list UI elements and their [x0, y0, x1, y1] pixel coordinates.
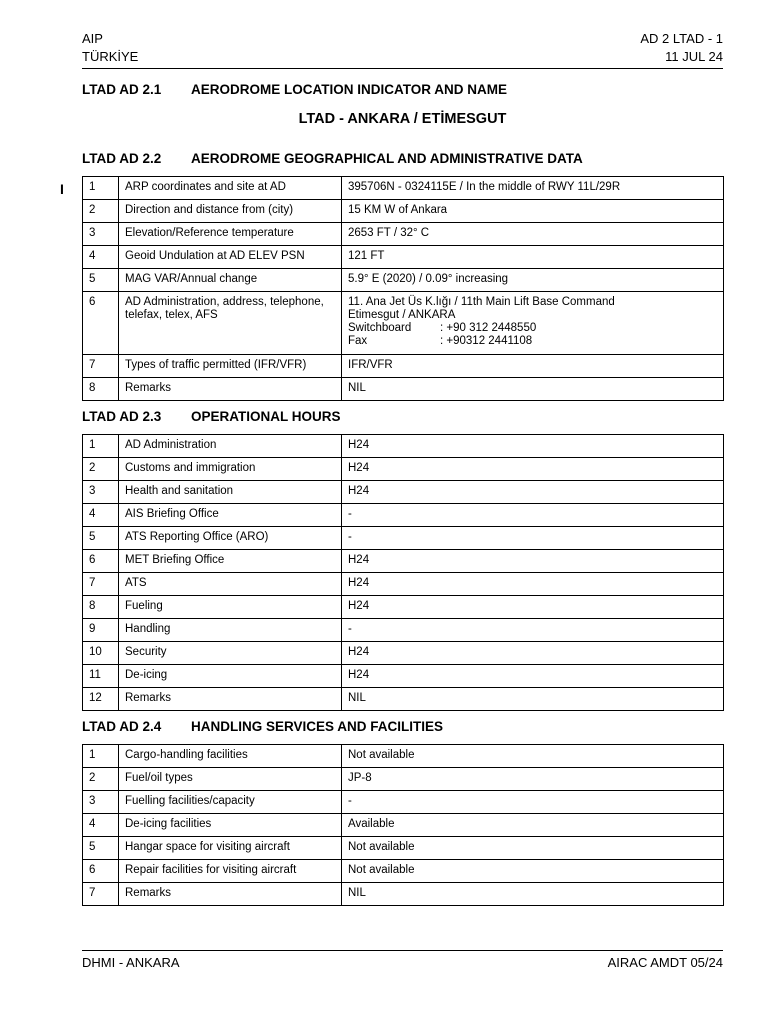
table-row: [83, 814, 724, 837]
row-item: Types of traffic permitted (IFR/VFR): [119, 355, 342, 378]
address-line: 11. Ana Jet Üs K.lığı / 11th Main Lift Base Command: [348, 296, 615, 308]
row-value: 121 FT: [342, 246, 724, 269]
row-value: H24: [342, 573, 724, 596]
row-item: Geoid Undulation at AD ELEV PSN: [119, 246, 342, 269]
row-number: 11: [83, 665, 119, 688]
row-number: 7: [83, 573, 119, 596]
row-item: Fueling: [119, 596, 342, 619]
table-row: [83, 378, 724, 401]
page-reference: AD 2 LTAD - 1: [640, 31, 723, 46]
table-row: [83, 504, 724, 527]
section-title: AERODROME LOCATION INDICATOR AND NAME: [191, 82, 507, 97]
table-row: [83, 791, 724, 814]
row-number: 3: [83, 481, 119, 504]
row-number: 5: [83, 837, 119, 860]
effective-date: 11 JUL 24: [665, 49, 723, 64]
table-row: [83, 458, 724, 481]
row-number: 6: [83, 550, 119, 573]
header-left: [82, 30, 138, 66]
row-value: Available: [342, 814, 724, 837]
row-item: Customs and immigration: [119, 458, 342, 481]
row-value: Not available: [342, 837, 724, 860]
row-number: 8: [83, 596, 119, 619]
table-row: [83, 688, 724, 711]
table-row: [83, 768, 724, 791]
row-number: 4: [83, 246, 119, 269]
address-line: Etimesgut / ANKARA: [348, 309, 456, 321]
row-value: H24: [342, 596, 724, 619]
section-heading-2-2: [82, 150, 583, 168]
row-item: Fuelling facilities/capacity: [119, 791, 342, 814]
row-item: ARP coordinates and site at AD: [119, 177, 342, 200]
row-item: Hangar space for visiting aircraft: [119, 837, 342, 860]
row-number: 2: [83, 768, 119, 791]
section-code: LTAD AD 2.4: [82, 719, 162, 734]
section-code: LTAD AD 2.3: [82, 409, 162, 424]
table-row: [83, 481, 724, 504]
section-heading-2-3: [82, 408, 341, 426]
row-item: Direction and distance from (city): [119, 200, 342, 223]
row-item: Remarks: [119, 688, 342, 711]
row-number: 7: [83, 883, 119, 906]
row-item: Health and sanitation: [119, 481, 342, 504]
row-value: H24: [342, 481, 724, 504]
row-item: MET Briefing Office: [119, 550, 342, 573]
fax-number: : +90312 2441108: [440, 335, 533, 347]
table-row: [83, 745, 724, 768]
row-item: Repair facilities for visiting aircraft: [119, 860, 342, 883]
header-divider: [82, 68, 723, 69]
row-value: -: [342, 527, 724, 550]
row-value: H24: [342, 435, 724, 458]
table-row: [83, 246, 724, 269]
header-right: [640, 30, 723, 66]
row-value-address: [342, 292, 724, 355]
row-value: Not available: [342, 745, 724, 768]
row-number: 1: [83, 745, 119, 768]
row-value: NIL: [342, 883, 724, 906]
switchboard-line: [348, 322, 717, 335]
table-row: [83, 596, 724, 619]
row-value: -: [342, 504, 724, 527]
table-row: [83, 435, 724, 458]
section-title: OPERATIONAL HOURS: [191, 409, 341, 424]
row-item: Remarks: [119, 378, 342, 401]
row-item: Security: [119, 642, 342, 665]
row-value: H24: [342, 458, 724, 481]
row-item: AIS Briefing Office: [119, 504, 342, 527]
row-item: Handling: [119, 619, 342, 642]
publication-name: AIP: [82, 31, 103, 46]
row-number: 6: [83, 292, 119, 355]
table-row: [83, 573, 724, 596]
row-number: 2: [83, 458, 119, 481]
aerodrome-name: LTAD - ANKARA / ETİMESGUT: [298, 111, 507, 127]
row-item: ATS: [119, 573, 342, 596]
switchboard-number: : +90 312 2448550: [440, 322, 537, 334]
row-number: 3: [83, 223, 119, 246]
row-number: 8: [83, 378, 119, 401]
row-value: NIL: [342, 688, 724, 711]
table-row: [83, 292, 724, 355]
table-row: [83, 269, 724, 292]
footer-divider: [82, 950, 723, 951]
section-code: LTAD AD 2.1: [82, 82, 162, 97]
row-item: De-icing: [119, 665, 342, 688]
row-value: 5.9° E (2020) / 0.09° increasing: [342, 269, 724, 292]
row-number: 1: [83, 177, 119, 200]
section-heading-2-4: [82, 718, 443, 736]
amendment-change-bar: I: [60, 181, 64, 197]
table-row: [83, 200, 724, 223]
row-item: Fuel/oil types: [119, 768, 342, 791]
table-row: [83, 527, 724, 550]
row-number: 12: [83, 688, 119, 711]
table-row: [83, 177, 724, 200]
section-heading-2-1: [82, 81, 507, 99]
table-row: [83, 550, 724, 573]
row-value: IFR/VFR: [342, 355, 724, 378]
table-row: [83, 860, 724, 883]
row-number: 2: [83, 200, 119, 223]
table-row: [83, 837, 724, 860]
section-title: AERODROME GEOGRAPHICAL AND ADMINISTRATIVE DATA: [191, 151, 583, 166]
row-number: 5: [83, 269, 119, 292]
section-title: HANDLING SERVICES AND FACILITIES: [191, 719, 444, 734]
table-row: [83, 619, 724, 642]
geographical-admin-table: [82, 176, 724, 401]
footer-amendment: AIRAC AMDT 05/24: [607, 955, 723, 970]
table-row: [83, 355, 724, 378]
fax-line: [348, 335, 717, 348]
row-item: MAG VAR/Annual change: [119, 269, 342, 292]
table-row: [83, 223, 724, 246]
table-row: [83, 883, 724, 906]
country-name: TÜRKİYE: [82, 49, 139, 64]
row-item: Cargo-handling facilities: [119, 745, 342, 768]
row-item: Remarks: [119, 883, 342, 906]
fax-label: Fax: [348, 335, 368, 347]
handling-services-table: [82, 744, 724, 906]
row-item: AD Administration, address, telephone, telefax, telex, AFS: [119, 292, 342, 355]
row-value: H24: [342, 642, 724, 665]
row-value: -: [342, 791, 724, 814]
row-value: H24: [342, 550, 724, 573]
switchboard-label: Switchboard: [348, 322, 412, 334]
row-number: 3: [83, 791, 119, 814]
row-item: De-icing facilities: [119, 814, 342, 837]
row-number: 4: [83, 814, 119, 837]
section-code: LTAD AD 2.2: [82, 151, 162, 166]
row-number: 5: [83, 527, 119, 550]
row-number: 7: [83, 355, 119, 378]
row-item: ATS Reporting Office (ARO): [119, 527, 342, 550]
table-row: [83, 642, 724, 665]
row-value: 395706N - 0324115E / In the middle of RWY 11L/29R: [342, 177, 724, 200]
row-value: 2653 FT / 32° C: [342, 223, 724, 246]
operational-hours-table: [82, 434, 724, 711]
table-row: [83, 665, 724, 688]
row-number: 4: [83, 504, 119, 527]
row-number: 1: [83, 435, 119, 458]
row-item: Elevation/Reference temperature: [119, 223, 342, 246]
row-value: H24: [342, 665, 724, 688]
row-value: NIL: [342, 378, 724, 401]
row-value: 15 KM W of Ankara: [342, 200, 724, 223]
footer-publisher: DHMI - ANKARA: [82, 955, 180, 970]
row-number: 10: [83, 642, 119, 665]
row-number: 9: [83, 619, 119, 642]
row-value: -: [342, 619, 724, 642]
row-item: AD Administration: [119, 435, 342, 458]
row-number: 6: [83, 860, 119, 883]
row-value: JP-8: [342, 768, 724, 791]
row-value: Not available: [342, 860, 724, 883]
